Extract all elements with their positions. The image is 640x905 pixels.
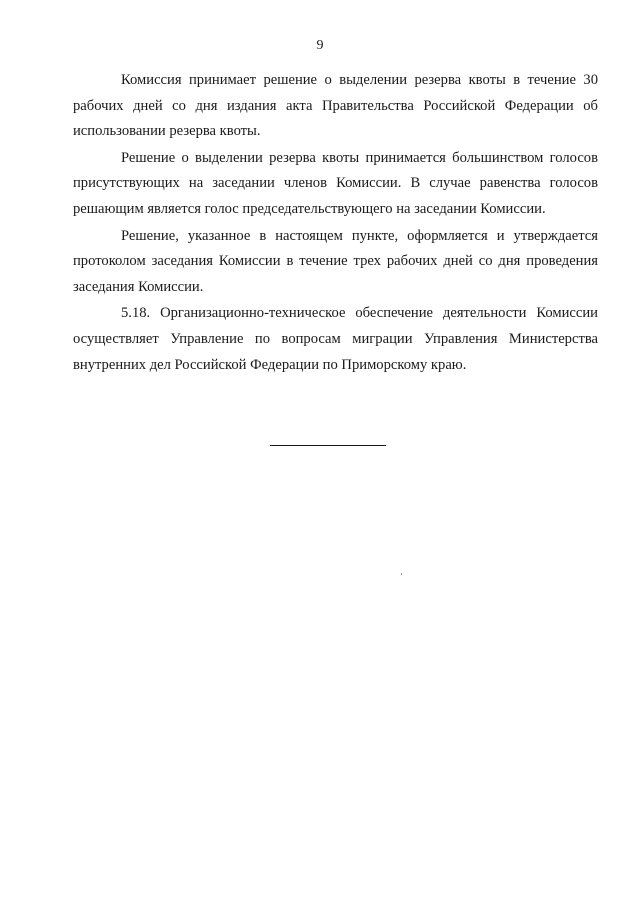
document-body <box>73 68 598 379</box>
scan-speck <box>401 573 402 575</box>
paragraph-reserve-decision-deadline: Комиссия принимает решение о выделении резерва квоты в течение 30 рабочих дней со дня издания акта Правительства Российской Федерации об использовании резерва квоты. <box>73 72 598 140</box>
paragraph-majority-vote: Решение о выделении резерва квоты принимается большинством голосов присутствующих на заседании членов Комиссии. В случае равенства голосов решающим является голос председательствующего на заседании Комиссии. <box>73 149 598 217</box>
paragraph-section-5-18: 5.18. Организационно-техническое обеспечение деятельности Комиссии осуществляет Управление по вопросам миграции Управления Министерства внутренних дел Российской Федерации по Приморскому краю. <box>73 305 598 373</box>
page-number: 9 <box>316 38 324 53</box>
end-separator-line <box>270 445 386 446</box>
paragraph-protocol: Решение, указанное в настоящем пункте, оформляется и утверждается протоколом заседания Комиссии в течение трех рабочих дней со дня проведения заседания Комиссии. <box>73 227 598 295</box>
